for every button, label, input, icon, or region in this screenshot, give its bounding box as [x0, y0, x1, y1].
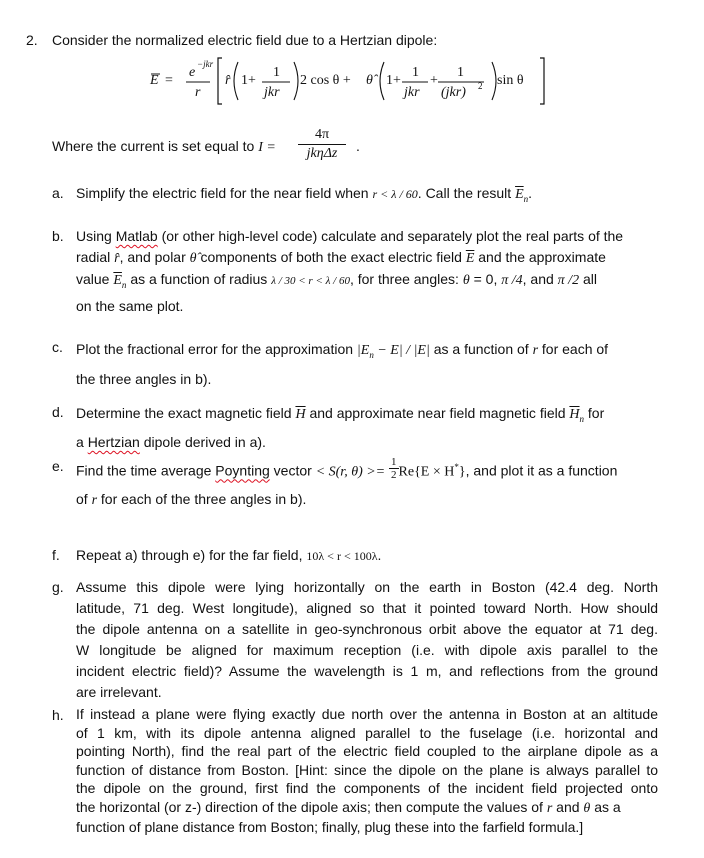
eq-one-plus-1: 1+ — [241, 73, 256, 88]
part-e-half-den: 2 — [391, 469, 397, 482]
part-b-sub: n — [121, 279, 127, 290]
part-h-and: and — [556, 798, 580, 815]
part-h-line-7: function of plane distance from Boston; finally, plug these into the farfield formula.] — [76, 819, 584, 835]
part-d-sub: n — [579, 413, 585, 424]
eq-rhat: r̂ — [225, 73, 231, 88]
part-h-line-3: pointing North), find the real part of the electric field coupled to the airplane dipole as a — [76, 743, 658, 759]
eq-f1-den: jkr — [264, 85, 280, 100]
eq-f2-den: jkr — [404, 85, 420, 100]
part-b-zero: = 0, — [473, 271, 498, 287]
part-b-polar: , and polar — [119, 249, 186, 265]
part-g-line-1: Assume this dipole were lying horizontally on the earth in Boston (42.4 deg. North — [76, 579, 658, 595]
part-d-label: d. — [52, 404, 64, 420]
eq-cos-term: 2 cos θ + — [300, 73, 351, 88]
part-e — [76, 448, 658, 512]
part-f-text: Repeat a) through e) for the far field, — [76, 547, 303, 563]
part-e-half — [389, 456, 399, 481]
part-b-using: Using — [76, 228, 112, 244]
eq-equals: = — [165, 73, 173, 88]
part-b-all: all — [582, 271, 597, 287]
part-e-poynting: Poynting — [215, 462, 270, 479]
eq-f2-num: 1 — [412, 65, 419, 80]
part-h-line-6 — [76, 798, 658, 819]
part-e-r: r — [91, 493, 98, 508]
part-g-line-3: the dipole antenna on a satellite in geo-synchronous orbit above the equator at 71 deg. — [76, 621, 658, 637]
question-number: 2. — [26, 32, 38, 48]
part-h-as-a: as a — [594, 798, 621, 815]
part-b-and: , and — [522, 271, 554, 287]
part-e-label: e. — [52, 458, 64, 474]
part-c-r: r — [532, 343, 539, 358]
part-b-text-4: as a function of radius — [130, 271, 268, 287]
part-d-line-1 — [76, 402, 658, 431]
current-num: 4π — [298, 126, 346, 145]
part-b-matlab: Matlab — [115, 228, 158, 244]
question-intro: Consider the normalized electric field due to a Hertzian dipole: — [52, 32, 438, 48]
eq-thetahat: θ̂ — [366, 73, 373, 88]
part-e-line-1 — [76, 448, 658, 482]
current-period: . — [356, 138, 360, 154]
part-e-text-3: for each of the three angles in b). — [100, 491, 307, 507]
part-g-line-6: are irrelevant. — [76, 684, 162, 700]
part-b-range: λ / 30 < r < λ / 60 — [271, 275, 350, 287]
eq-f3-num: 1 — [457, 65, 464, 80]
current-fraction — [289, 126, 355, 163]
part-b — [76, 226, 658, 317]
current-I: I = — [258, 140, 276, 155]
part-b-En: $\overline{E}$ — [113, 273, 122, 288]
part-c-En: |E — [356, 343, 370, 358]
part-a-label: a. — [52, 185, 64, 201]
eq-exp-sup: −jkr — [197, 59, 214, 69]
part-e-line-2 — [76, 488, 658, 512]
part-e-S: < S(r, θ) >= — [315, 464, 386, 480]
part-f — [76, 545, 658, 567]
part-a-En: $\overline{E}$ — [515, 187, 524, 202]
part-a-text-2: . Call the result — [417, 185, 512, 201]
part-d-H: $\overline{H}$ — [295, 407, 306, 422]
part-h-text-6: the horizontal (or z-) direction of the dipole axis; then compute the values of — [76, 798, 543, 815]
part-a-condition: r < λ / 60 — [372, 187, 418, 201]
part-b-line-2 — [76, 247, 658, 269]
part-d-text-1: Determine the exact magnetic field — [76, 405, 292, 421]
eq-one-plus-2: 1+ — [386, 73, 401, 88]
part-c-error-expr: − E| / |E| — [373, 343, 430, 358]
part-h-line-1: If instead a plane were flying exactly due north over the antenna in Boston at an altitude — [76, 706, 658, 722]
part-a — [76, 183, 658, 210]
part-e-half-num: 1 — [391, 456, 397, 469]
eq-sin-term: sin θ — [497, 73, 524, 88]
part-a-end: . — [528, 185, 533, 201]
eq-f1-num: 1 — [273, 65, 280, 80]
part-d-a: a — [76, 433, 84, 450]
part-a-sub: n — [523, 193, 529, 204]
part-h-line-4: function of distance from Boston. [Hint: since the dipole on the plane is always parallel to — [76, 761, 658, 778]
part-b-text-3: and the approximate — [478, 249, 606, 265]
part-b-pi2: π /2 — [557, 273, 580, 288]
part-h-line-2: of 1 km, with its dipole antenna aligned parallel to the fuselage (i.e. horizontal and — [76, 724, 658, 741]
part-h-r: r — [546, 800, 553, 816]
part-b-radial: radial — [76, 249, 111, 265]
part-e-vector: vector — [273, 462, 312, 479]
part-h-line-5: the dipole on the ground, first find the components of the incident field projected onto — [76, 780, 658, 796]
part-d-text-2: and approximate near field magnetic field — [309, 405, 566, 421]
part-b-E: $\overline{E}$ — [465, 251, 475, 266]
part-d-text-3: for — [587, 405, 605, 421]
part-c-text-3: for each of — [541, 341, 609, 357]
eq-lhs-E: E — [150, 73, 159, 88]
current-den: jkηΔz — [306, 146, 338, 161]
eq-f3-sup: 2 — [478, 81, 483, 91]
part-g-label: g. — [52, 579, 64, 595]
part-b-text-2: components of both the exact electric field — [200, 249, 462, 265]
part-c-text-2: as a function of — [433, 341, 529, 357]
eq-plus: + — [430, 73, 438, 88]
part-e-text-1: Find the time average — [76, 462, 212, 479]
part-b-pi4: π /4 — [501, 273, 523, 288]
part-h — [76, 705, 658, 837]
part-b-rhat: r̂ — [114, 251, 120, 266]
part-b-label: b. — [52, 228, 64, 244]
part-f-label: f. — [52, 547, 60, 563]
part-a-text: Simplify the electric field for the near field when — [76, 185, 369, 201]
eq-exp-den: r — [195, 85, 201, 100]
part-c — [76, 337, 658, 391]
part-c-sub: n — [369, 349, 374, 360]
part-e-text-2: , and plot it as a function — [465, 462, 618, 479]
part-b-theta: θ — [462, 273, 470, 288]
current-prefix: Where the current is set equal to — [52, 138, 255, 154]
eq-exp-base: e — [189, 65, 196, 80]
current-line — [52, 138, 276, 156]
part-g-line-5: incident electric field)? Assume the wavelength is 1 m, and reflections from the ground — [76, 663, 658, 679]
part-b-value: value — [76, 271, 110, 287]
part-e-re: Re{E × H — [398, 464, 455, 480]
part-c-line-1 — [76, 337, 658, 367]
part-b-text-5: , for three angles: — [349, 271, 459, 287]
part-e-star: * — [454, 462, 459, 472]
part-g-line-2: latitude, 71 deg. West longitude), aligned so that it pointed toward North. How should — [76, 600, 658, 616]
part-g-line-4: W longitude be aligned for maximum reception (i.e. with dipole axis parallel to the — [76, 642, 658, 658]
part-c-line-2: the three angles in b). — [76, 370, 212, 387]
part-h-label: h. — [52, 707, 64, 723]
part-f-end: . — [377, 547, 382, 563]
eq-f3-den: (jkr) — [441, 85, 466, 100]
part-g — [76, 577, 658, 703]
part-f-range: 10λ < r < 100λ — [306, 549, 378, 563]
part-d-text-4: dipole derived in a). — [143, 433, 266, 450]
part-c-text-1: Plot the fractional error for the approximation — [76, 341, 354, 357]
part-e-close: } — [458, 464, 466, 480]
part-e-of: of — [76, 491, 88, 507]
part-c-label: c. — [52, 339, 63, 355]
part-d-Hn: $\overline{H}$ — [569, 407, 580, 422]
part-d-hertzian: Hertzian — [87, 433, 140, 450]
part-b-text-1: (or other high-level code) calculate and separately plot the real parts of the — [161, 228, 624, 244]
part-b-line-4: on the same plot. — [76, 297, 184, 314]
part-d — [76, 402, 658, 454]
part-b-line-3 — [76, 269, 658, 296]
part-h-theta: θ — [583, 800, 591, 816]
part-b-thetahat: θ̂ — [189, 251, 197, 266]
part-b-line-1 — [76, 226, 658, 247]
